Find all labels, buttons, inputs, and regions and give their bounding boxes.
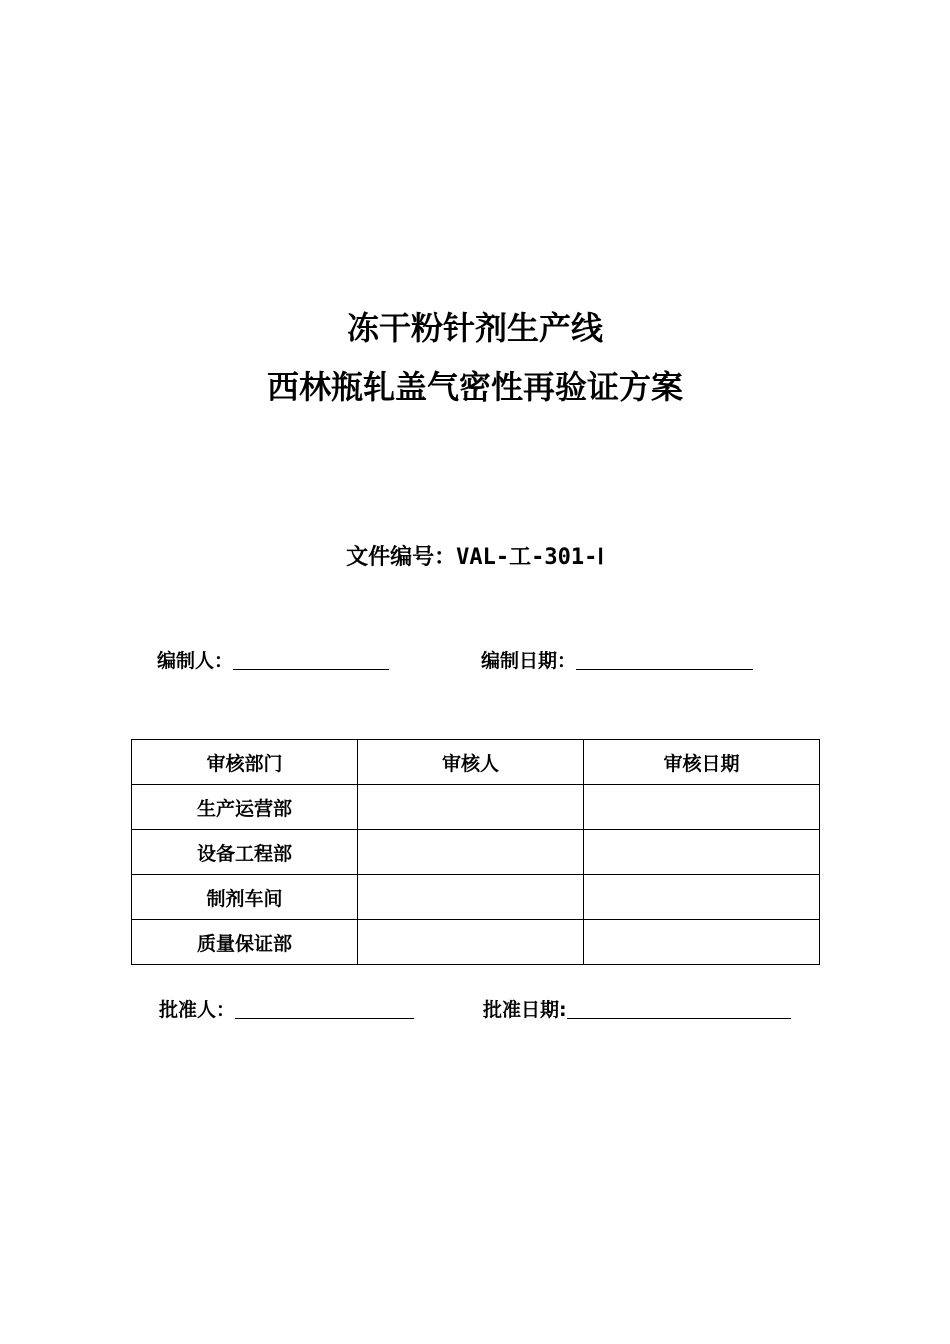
document-number: [0, 538, 950, 578]
prepared-date-label: 编制日期：: [481, 650, 577, 672]
table-row: [132, 875, 820, 920]
department-cell: 制剂车间: [132, 875, 358, 920]
prepared-date-blank[interactable]: [576, 649, 753, 670]
header-review-date: 审核日期: [584, 740, 820, 785]
prepared-by-label: 编制人：: [157, 650, 234, 672]
approved-date-label: 批准日期:: [483, 999, 567, 1021]
table-row: [132, 920, 820, 965]
header-reviewer: 审核人: [358, 740, 584, 785]
review-date-cell[interactable]: [584, 875, 820, 920]
review-date-cell[interactable]: [584, 920, 820, 965]
review-table: [131, 739, 820, 965]
approved-by-label: 批准人：: [159, 999, 236, 1021]
document-number-label: 文件编号：: [346, 545, 457, 570]
approved-date-row: [483, 995, 791, 1025]
prepared-date-row: [481, 646, 753, 676]
document-title-line2: 西林瓶轧盖气密性再验证方案: [266, 368, 683, 406]
reviewer-cell[interactable]: [358, 920, 584, 965]
approved-by-blank[interactable]: [235, 998, 414, 1019]
table-header-row: [132, 740, 820, 785]
header-department: 审核部门: [132, 740, 358, 785]
department-cell: 生产运营部: [132, 785, 358, 830]
document-title-line1: 冻干粉针剂生产线: [346, 309, 603, 347]
approved-date-blank[interactable]: [567, 998, 791, 1019]
reviewer-cell[interactable]: [358, 830, 584, 875]
department-cell: 质量保证部: [132, 920, 358, 965]
approved-by-row: [159, 995, 414, 1025]
department-cell: 设备工程部: [132, 830, 358, 875]
reviewer-cell[interactable]: [358, 785, 584, 830]
prepared-by-row: [157, 646, 389, 676]
review-date-cell[interactable]: [584, 830, 820, 875]
reviewer-cell[interactable]: [358, 875, 584, 920]
prepared-by-blank[interactable]: [233, 649, 389, 670]
document-number-value: VAL-工-301-Ⅰ: [456, 545, 604, 570]
table-row: [132, 830, 820, 875]
review-date-cell[interactable]: [584, 785, 820, 830]
table-row: [132, 785, 820, 830]
